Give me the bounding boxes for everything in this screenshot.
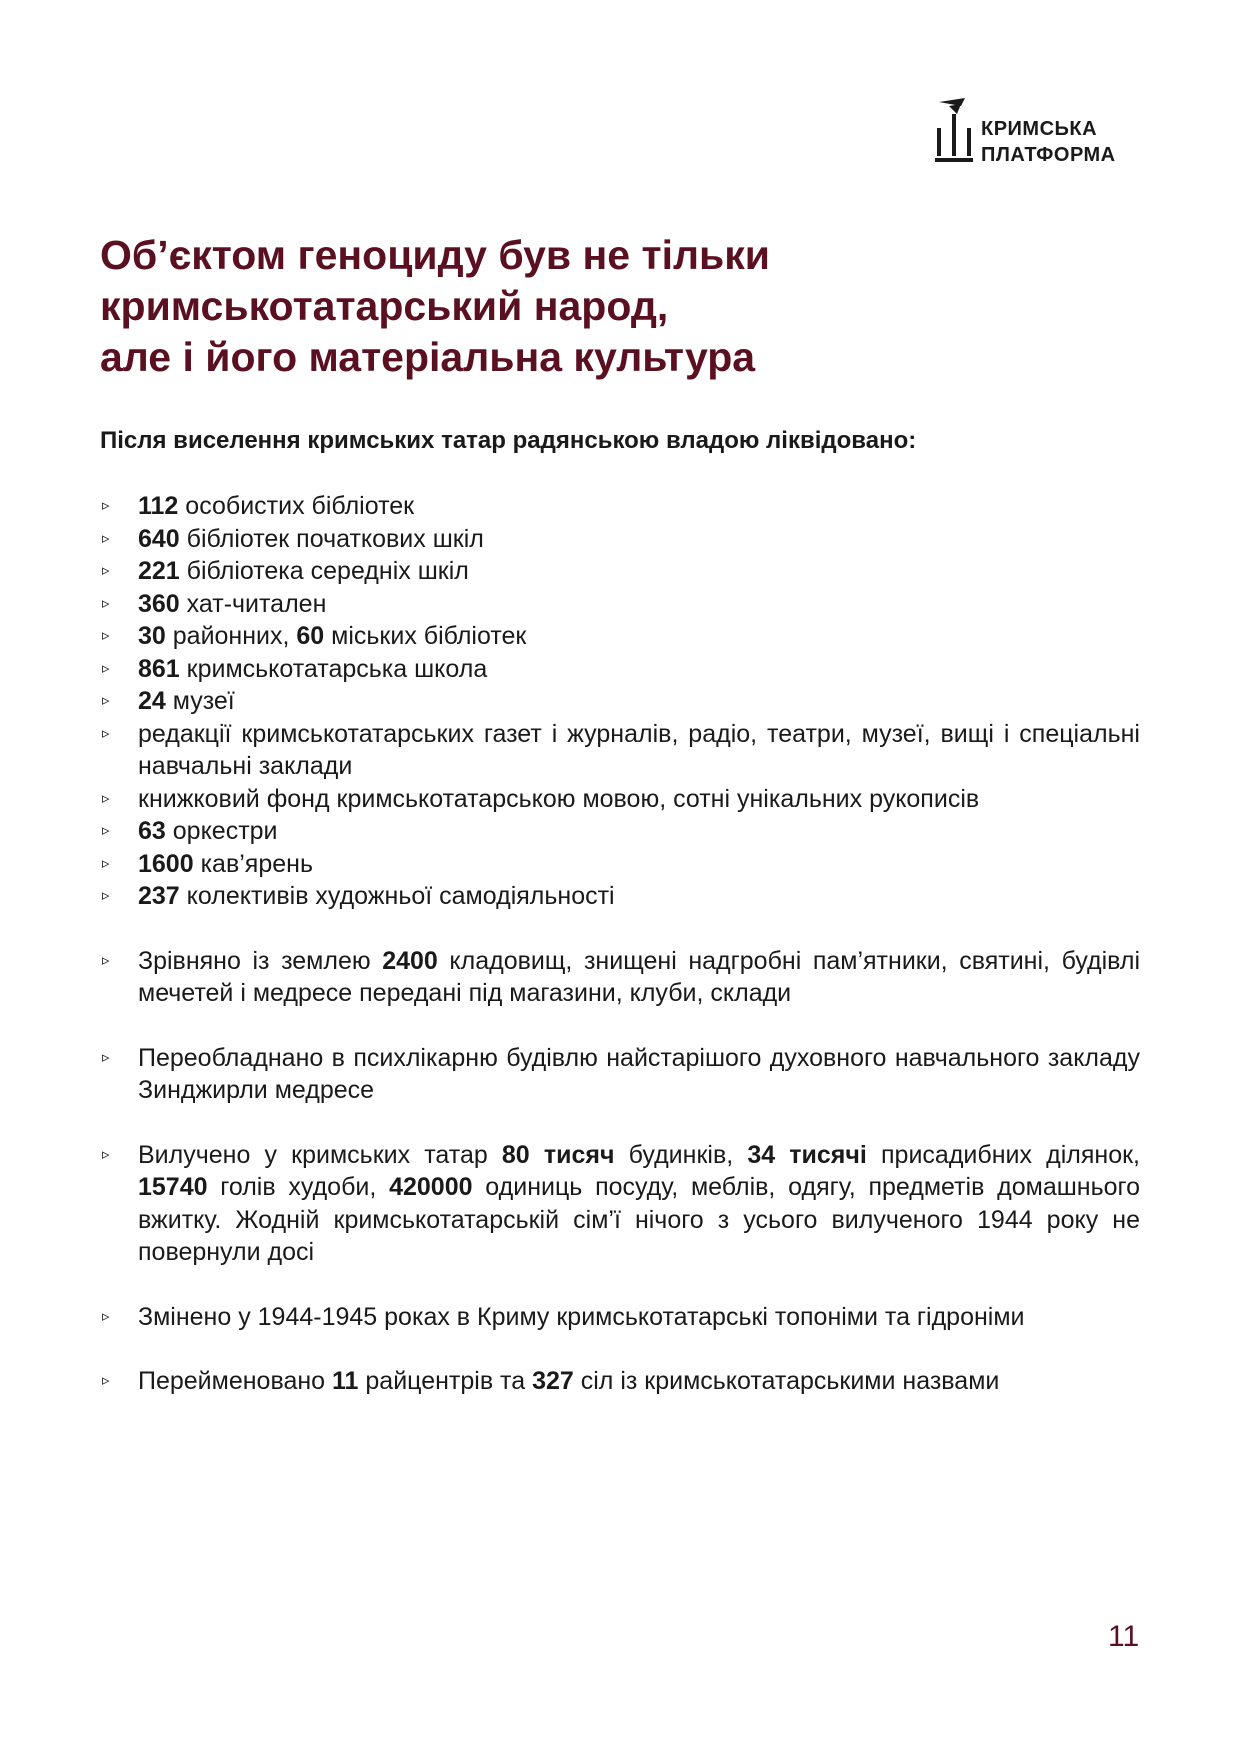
triangle-bullet-icon: ▹ [102, 951, 110, 969]
triangle-bullet-icon: ▹ [102, 1048, 110, 1066]
triangle-bullet-icon: ▹ [102, 822, 110, 839]
list-item: ▹ 30 районних, 60 міських бібліотек [100, 620, 1140, 653]
intro-text: Після виселення кримських татар радянською владою ліквідовано: [100, 427, 917, 454]
triangle-bullet-icon: ▹ [102, 887, 110, 904]
paragraph-item: ▹ Переобладнано в психлікарню будівлю найстарішого духовного навчального закладу Зинджирли медресе [102, 1043, 1140, 1104]
triangle-bullet-icon: ▹ [102, 692, 110, 709]
paragraph-item: ▹ Перейменовано 11 райцентрів та 327 сіл із кримськотатарськими назвами [100, 1365, 1140, 1398]
triangle-bullet-icon: ▹ [102, 854, 110, 872]
list-item: ▹ 63 оркестри [100, 815, 1140, 848]
page-number: 11 [1108, 1620, 1140, 1653]
triangle-bullet-icon: ▹ [102, 789, 110, 807]
page-title [100, 230, 1150, 383]
list-item: ▹ 237 колективів художньої самодіяльності [100, 880, 1140, 913]
triangle-bullet-icon: ▹ [102, 497, 110, 514]
liquidated-list [100, 490, 1140, 1398]
list-item: ▹ 360 хат-читален [100, 588, 1140, 621]
title-line-2: кримськотатарський народ, [100, 283, 669, 329]
list-item: ▹ 1600 кав’ярень [100, 848, 1140, 881]
brand-line-1: КРИМСЬКА [981, 118, 1098, 140]
brand-line-2: ПЛАТФОРМА [981, 144, 1116, 166]
triangle-bullet-icon: ▹ [102, 529, 110, 547]
paragraph-item: ▹ Зрівняно із землею 2400 кладовищ, знищені надгробні пам’ятники, святині, будівлі мечетей і медресе передані під магазини, клуби, склади [102, 946, 1140, 1007]
triangle-bullet-icon: ▹ [102, 1372, 110, 1389]
title-line-1: Об’єктом геноциду був не тільки [100, 232, 770, 278]
list-item: ▹ книжковий фонд кримськотатарською мовою, сотні унікальних рукописів [100, 783, 1140, 816]
title-line-3: але і його матеріальна культура [100, 334, 756, 380]
paragraph-item: ▹ Змінено у 1944-1945 роках в Криму кримськотатарські топоніми та гідроніми [100, 1301, 1140, 1334]
crimea-platform-logo-icon [935, 98, 975, 174]
list-item: ▹ 24 музеї [100, 685, 1140, 718]
paragraph-item: ▹ Вилучено у кримських татар 80 тисяч будинків, 34 тисячі присадибних ділянок, 15740 голів худоби, 420000 одиниць посуду, меблів, одягу, предметів домашнього вжитку. Жодній кримськотатарській сім’ї нічого з усього вилученого 1944 року не повернули досі [102, 1140, 1140, 1266]
brand-logo [935, 98, 1155, 178]
list-item: ▹ 221 бібліотека середніх шкіл [100, 555, 1140, 588]
list-item: ▹ редакції кримськотатарських газет і журналів, радіо, театри, музеї, вищі і спеціальні навчальні заклади [102, 719, 1140, 780]
triangle-bullet-icon: ▹ [102, 562, 110, 579]
list-item: ▹ 861 кримськотатарська школа [100, 653, 1140, 686]
triangle-bullet-icon: ▹ [102, 1307, 110, 1325]
list-item: ▹ 640 бібліотек початкових шкіл [100, 523, 1140, 556]
list-item: ▹ 112 особистих бібліотек [100, 490, 1140, 523]
triangle-bullet-icon: ▹ [102, 724, 110, 742]
triangle-bullet-icon: ▹ [102, 1145, 110, 1163]
triangle-bullet-icon: ▹ [102, 659, 110, 677]
triangle-bullet-icon: ▹ [102, 594, 110, 612]
triangle-bullet-icon: ▹ [102, 627, 110, 644]
